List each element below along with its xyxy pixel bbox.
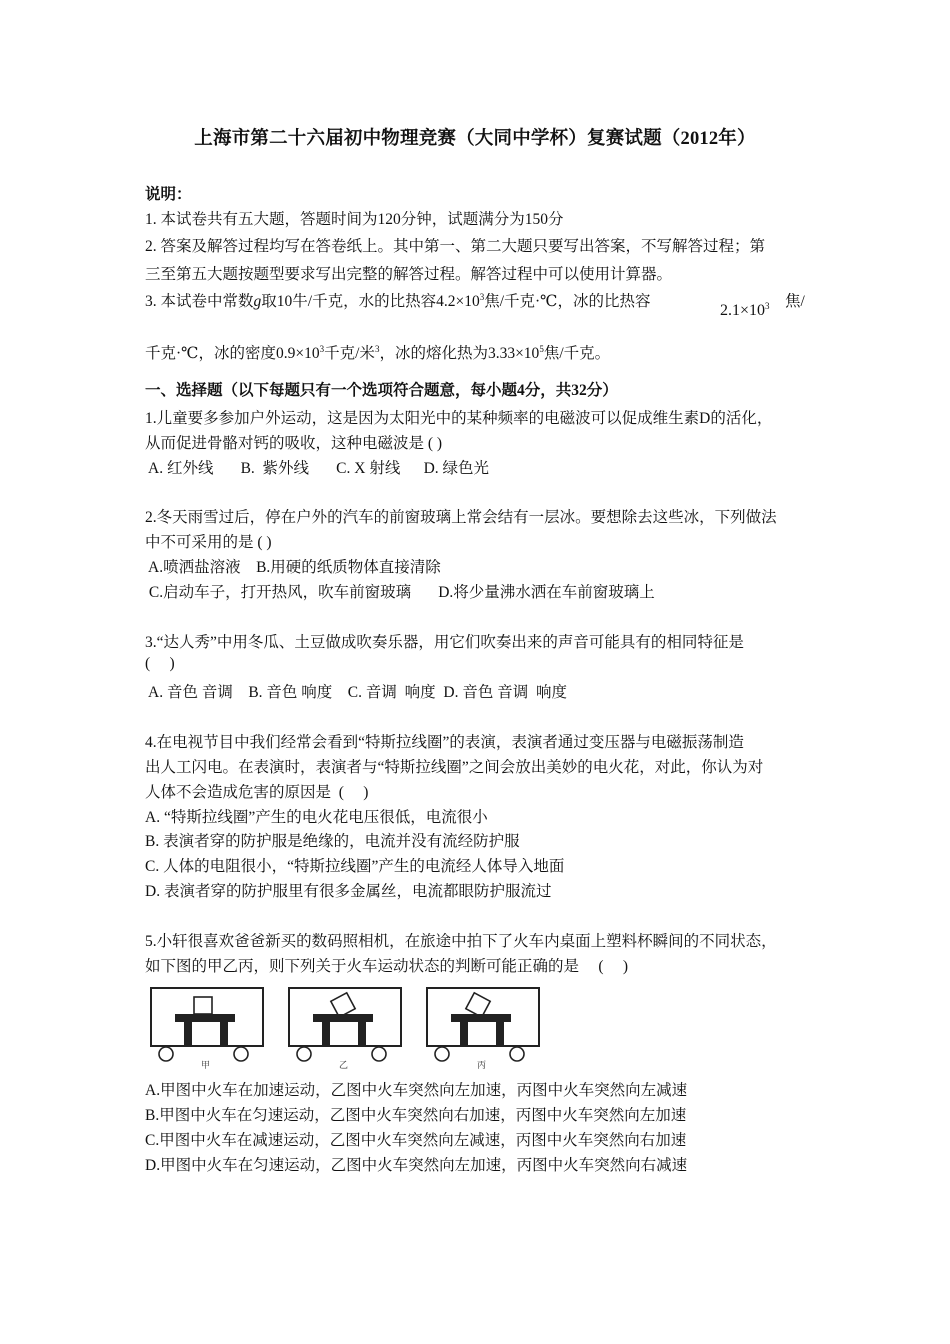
q2-options-ab: A.喷洒盐溶液 B.用硬的纸质物体直接清除 — [145, 559, 441, 576]
train-cup-figure — [145, 982, 555, 1074]
q1-line-1: 1.儿童要多参加户外运动，这是因为太阳光中的某种频率的电磁波可以促成维生素D的活化， — [145, 410, 773, 427]
exponent: 3 — [374, 344, 380, 354]
notes-line-4-b: 千克/米 — [324, 345, 375, 362]
notes-line-3-mid: 取10牛/千克，水的比热容4.2×10 — [261, 293, 480, 310]
q1-line-2: 从而促进骨骼对钙的吸收，这种电磁波是 ( ) — [145, 435, 443, 452]
q3-line-2: ( ) — [145, 655, 175, 672]
q4-option-c: C. 人体的电阻很小，“特斯拉线圈”产生的电流经人体导入地面 — [145, 858, 565, 875]
notes-line-3-post: 焦/千克·℃，冰的比热容 — [484, 293, 651, 310]
q4-option-d: D. 表演者穿的防护服里有很多金属丝，电流都眼防护服流过 — [145, 883, 552, 900]
q4-option-a: A. “特斯拉线圈”产生的电火花电压很低，电流很小 — [145, 809, 488, 826]
q3-line-1: 3.“达人秀”中用冬瓜、土豆做成吹奏乐器，用它们吹奏出来的声音可能具有的相同特征是 — [145, 634, 744, 651]
q3-options: A. 音色 音调 B. 音色 响度 C. 音调 响度 D. 音色 音调 响度 — [145, 684, 567, 701]
q5-option-b: B.甲图中火车在匀速运动，乙图中火车突然向右加速，丙图中火车突然向左加速 — [145, 1107, 687, 1124]
ice-c-base: 2.1×10 — [720, 302, 766, 319]
q2-line-2: 中不可采用的是 ( ) — [145, 534, 272, 551]
page-title: 上海市第二十六届初中物理竞赛（大同中学杯）复赛试题（2012年） — [194, 129, 756, 149]
ice-c-exp: 3 — [765, 301, 770, 311]
notes-heading: 说明： — [145, 186, 192, 203]
figure-label-bing: 丙 — [477, 1060, 487, 1070]
notes-line-3 — [145, 289, 651, 311]
notes-line-4-a: 千克·℃，冰的密度0.9×10 — [145, 345, 320, 362]
notes-line-4-d: 焦/千克。 — [543, 345, 611, 362]
q4-line-2: 出人工闪电。在表演时，表演者与“特斯拉线圈”之间会放出美妙的电火花，对此，你认为对 — [145, 759, 764, 776]
q5-option-c: C.甲图中火车在减速运动，乙图中火车突然向左减速，丙图中火车突然向右加速 — [145, 1132, 687, 1149]
figure-label-yi: 乙 — [339, 1060, 349, 1070]
q5-line-2: 如下图的甲乙丙，则下列关于火车运动状态的判断可能正确的是 ( ) — [145, 958, 629, 975]
q1-options: A. 红外线 B. 紫外线 C. X 射线 D. 绿色光 — [145, 460, 490, 477]
figure-label-jia: 甲 — [201, 1060, 211, 1070]
notes-line-2a: 2. 答案及解答过程均写在答卷纸上。其中第一、第二大题只要写出答案，不写解答过程；第 — [145, 238, 766, 255]
train-car-jia — [151, 988, 263, 1061]
section-1-heading: 一、选择题（以下每题只有一个选项符合题意，每小题4分，共32分） — [145, 382, 618, 399]
notes-line-1: 1. 本试卷共有五大题，答题时间为120分钟，试题满分为150分 — [145, 211, 564, 228]
q4-line-3: 人体不会造成危害的原因是 ( ) — [145, 784, 369, 801]
ice-c-unit: 焦/ — [785, 293, 805, 310]
notes-line-3-pre: 3. 本试卷中常数 — [145, 293, 254, 310]
exponent: 3 — [319, 344, 325, 354]
notes-line-4-c: ，冰的熔化热为3.33×10 — [379, 345, 540, 362]
notes-line-4 — [145, 341, 610, 363]
notes-line-2b: 三至第五大题按题型要求写出完整的解答过程。解答过程中可以使用计算器。 — [145, 266, 673, 283]
q4-option-b: B. 表演者穿的防护服是绝缘的，电流并没有流经防护服 — [145, 833, 520, 850]
constant-g: g — [253, 293, 262, 310]
ice-specific-heat-formula — [720, 302, 770, 320]
exponent: 5 — [539, 344, 544, 354]
train-car-bing — [427, 988, 539, 1061]
train-car-yi — [289, 988, 401, 1061]
q5-option-d: D.甲图中火车在匀速运动，乙图中火车突然向左加速，丙图中火车突然向右减速 — [145, 1157, 688, 1174]
q2-line-1: 2.冬天雨雪过后，停在户外的汽车的前窗玻璃上常会结有一层冰。要想除去这些冰，下列做法 — [145, 509, 777, 526]
q5-line-1: 5.小轩很喜欢爸爸新买的数码照相机，在旅途中拍下了火车内桌面上塑料杯瞬间的不同状态， — [145, 933, 777, 950]
q2-options-cd: C.启动车子，打开热风，吹车前窗玻璃 D.将少量沸水洒在车前窗玻璃上 — [145, 584, 655, 601]
q5-option-a: A.甲图中火车在加速运动，乙图中火车突然向左加速，丙图中火车突然向左减速 — [145, 1082, 688, 1099]
exponent: 3 — [479, 292, 485, 302]
q4-line-1: 4.在电视节目中我们经常会看到“特斯拉线圈”的表演，表演者通过变压器与电磁振荡制造 — [145, 734, 744, 751]
